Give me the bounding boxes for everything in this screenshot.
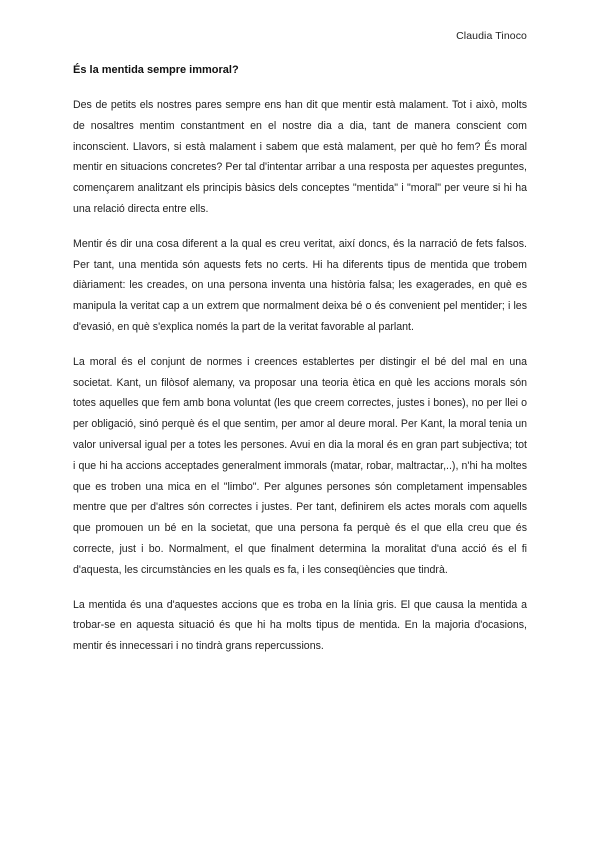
document-body (73, 64, 527, 671)
paragraph-4: La mentida és una d'aquestes accions que es troba en la línia gris. El que causa la mentida a trobar-se en aquesta situació és que hi ha molts tipus de mentida. En la majoria d'ocasions, mentir és innecessari i no tindrà grans repercussions. (73, 598, 527, 653)
document-title: És la mentida sempre immoral? (73, 64, 239, 76)
paragraph-1: Des de petits els nostres pares sempre ens han dit que mentir està malament. Tot i això, molts de nosaltres mentim constantment en el nostre dia a dia, tant de manera conscient com inconscient. Llavors, si està malament i sabem que està malament, per què ho fem? És moral mentir en situacions concretes? Per tal d'intentar arribar a una resposta per aquestes preguntes, començarem analitzant els principis bàsics dels conceptes "mentida" i "moral" per veure si hi ha una relació directa entre ells. (73, 99, 527, 215)
author-name: Claudia Tinoco (456, 30, 527, 42)
paragraph-2: Mentir és dir una cosa diferent a la qual es creu veritat, així doncs, és la narració de fets falsos. Per tant, una mentida són aquests fets no certs. Hi ha diferents tipus de mentida que trobem diàriament: les creades, on una persona inventa una història falsa; les exagerades, en què es manipula la veritat cap a un extrem que normalment deixa bé o és convenient pel mentider; i les d'evasió, en què s'explica només la part de la veritat favorable al parlant. (73, 237, 527, 333)
paragraph-3: La moral és el conjunt de normes i creences establertes per distingir el bé del mal en una societat. Kant, un filòsof alemany, va proposar una teoria ètica en què les accions morals són totes aquelles que fem amb bona voluntat (les que creem correctes, justes i bones), no per llei o per obligació, sinó perquè és el que sentim, per amor al deure moral. Per Kant, la moral tenia un valor universal igual per a totes les persones. Avui en dia la moral és en gran part subjectiva; tot i que hi ha accions acceptades generalment immorals (matar, robar, maltractar,..), n'hi ha moltes que es troben una mica en el "limbo". Per algunes persones són completament impensables mentre que per d'altres són correctes i justes. Per tant, definirem els actes morals com aquells que promouen un bé en la societat, que una persona fa perquè és el que ella creu que és correcte, just i bo. Normalment, el que finalment determina la moralitat d'una acció és el fi d'aquesta, les circumstàncies en les quals es fa, i les conseqüències que tindrà. (73, 355, 527, 576)
